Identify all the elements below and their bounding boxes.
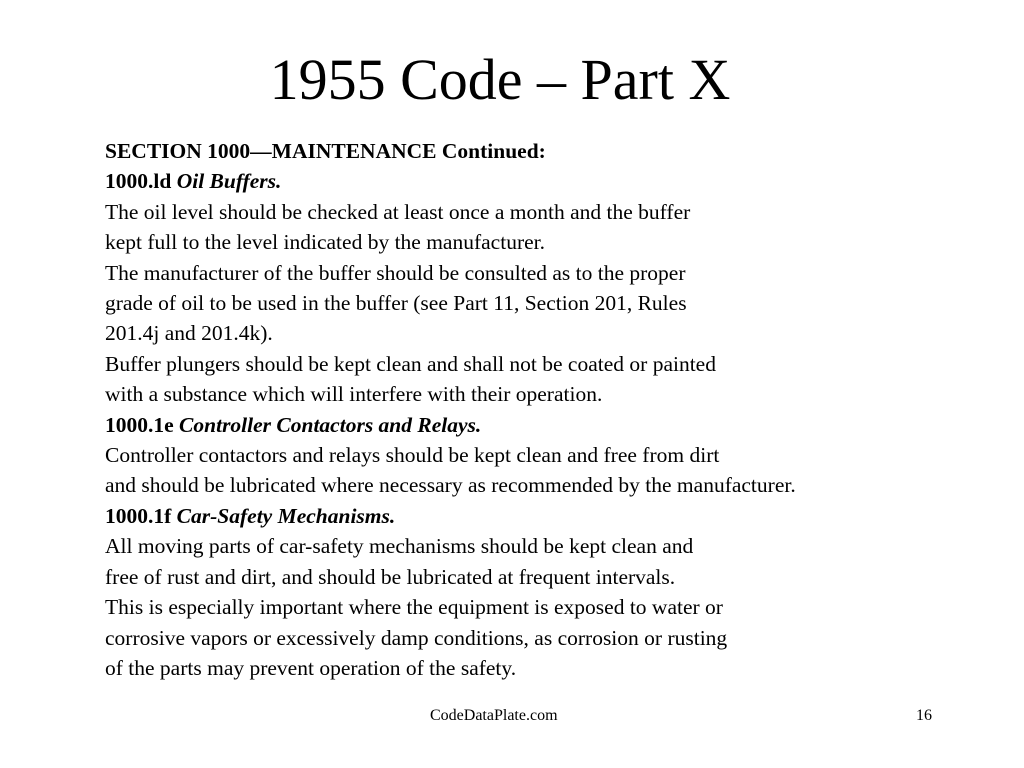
rule-controller-contactors	[105, 410, 1005, 501]
rule-number: 1000.1e	[105, 412, 174, 437]
rule-text-line: and should be lubricated where necessary as recommended by the manufacturer.	[105, 473, 796, 498]
section-heading: SECTION 1000—MAINTENANCE Continued:	[105, 139, 546, 163]
rule-text-line: Buffer plungers should be kept clean and shall not be coated or painted	[105, 351, 716, 376]
rule-text-line: free of rust and dirt, and should be lubricated at frequent intervals.	[105, 564, 676, 589]
rule-text-line: kept full to the level indicated by the manufacturer.	[105, 230, 545, 255]
rule-number: 1000.1f	[105, 503, 172, 528]
rule-text-line: The oil level should be checked at least once a month and the buffer	[105, 199, 691, 224]
rule-heading	[105, 166, 1005, 196]
rule-number: 1000.ld	[105, 169, 172, 194]
rule-text-line: All moving parts of car-safety mechanisms should be kept clean and	[105, 534, 694, 559]
rule-oil-buffers	[105, 166, 1005, 409]
page-number: 16	[916, 707, 932, 724]
footer-source: CodeDataPlate.com	[430, 707, 558, 724]
rule-heading	[105, 501, 1005, 531]
rule-heading	[105, 410, 1005, 440]
rule-text-line: grade of oil to be used in the buffer (see Part 11, Section 201, Rules	[105, 291, 687, 316]
rule-text-line: The manufacturer of the buffer should be consulted as to the proper	[105, 260, 686, 285]
slide-body	[105, 136, 1005, 683]
rule-text-line: with a substance which will interfere with their operation.	[105, 382, 603, 407]
rule-text-line: Controller contactors and relays should be kept clean and free from dirt	[105, 443, 720, 468]
slide-title: 1955 Code – Part X	[269, 47, 731, 112]
rule-car-safety	[105, 501, 1005, 683]
rule-text-line: of the parts may prevent operation of the safety.	[105, 655, 517, 680]
rule-title: Controller Contactors and Relays.	[179, 412, 482, 437]
rule-title: Oil Buffers.	[176, 169, 282, 194]
rule-title: Car-Safety Mechanisms.	[176, 503, 396, 528]
rule-text-line: 201.4j and 201.4k).	[105, 321, 273, 346]
rule-text-line: This is especially important where the equipment is exposed to water or	[105, 595, 723, 620]
rule-text-line: corrosive vapors or excessively damp conditions, as corrosion or rusting	[105, 625, 728, 650]
